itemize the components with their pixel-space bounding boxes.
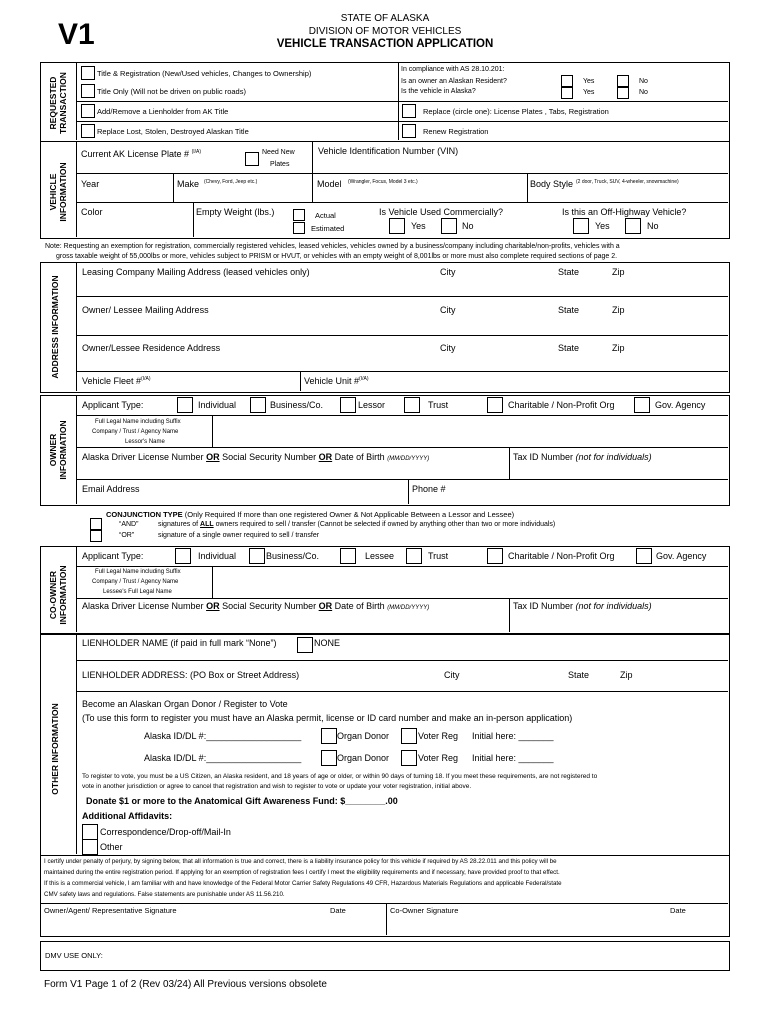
conjunction-or-text: signature of a single owner required to sell / transfer (158, 532, 320, 539)
commercial-yes-checkbox[interactable] (389, 218, 405, 234)
owner-information-section (40, 395, 730, 506)
owner-signature-field[interactable]: Owner/Agent/ Representative Signature (44, 906, 177, 915)
mailing-zip-label: Zip (612, 305, 625, 315)
lienholder-none-label: NONE (314, 638, 341, 648)
body-style-hint: (2 door, Truck, SUV, 4-wheeler, snowmachine) (576, 179, 679, 185)
in-alaska-no-checkbox[interactable] (617, 87, 629, 99)
initial-field-2[interactable]: Initial here: _______ (472, 753, 554, 763)
commercial-no-checkbox[interactable] (441, 218, 457, 234)
color-label: Color (81, 207, 103, 217)
model-hint: (Wrangler, Focus, Model 3 etc.) (348, 179, 418, 185)
conjunction-and-text: signatures of ALL owners required to sell / transfer (Cannot be selected if owned by anything other than two or more individuals) (158, 521, 556, 528)
mailing-city-label: City (440, 305, 456, 315)
owner-charitable-checkbox[interactable] (487, 397, 503, 413)
owner-phone-label: Phone # (412, 484, 446, 494)
coowner-business-checkbox[interactable] (249, 548, 265, 564)
resident-yes-label: Yes (583, 78, 595, 85)
coowner-trust-label: Trust (428, 551, 449, 561)
plate-label: Current AK License Plate # $^{(I/A)}$ (81, 149, 202, 159)
conjunction-and-checkbox[interactable] (90, 518, 102, 530)
owner-applicant-type-label: Applicant Type: (82, 400, 144, 410)
dmv-use-only-label: DMV USE ONLY: (45, 951, 103, 960)
certify-line2: maintained during the entire registration period. If applying for an exemption of registration fees I certify I meet the eligibility requirements and if necessary, have provided proof to that effect. (44, 869, 560, 876)
dmv-use-only-box (40, 941, 730, 971)
coowner-lessee-label: Lessee (365, 551, 395, 561)
page-title: VEHICLE TRANSACTION APPLICATION (276, 38, 494, 50)
organ-id-field-1[interactable]: Alaska ID/DL #:___________________ (144, 731, 302, 741)
certify-line3: If this is a commercial vehicle, I am familiar with and have knowledge of the Federal Motor Carrier Safety Regulations 49 CFR, Hazardous Materials Regulations and applicable Federal/state (44, 880, 562, 887)
lienholder-name-label: LIENHOLDER NAME (if paid in full mark “None”) (82, 638, 277, 648)
coowner-applicant-type-label: Applicant Type: (82, 551, 144, 561)
owner-id-label: Alaska Driver License Number OR Social Security Number OR Date of Birth (MM/DD/YYYY) (82, 452, 430, 462)
other-affidavit-checkbox[interactable] (82, 839, 98, 855)
need-new-plates-checkbox[interactable] (245, 152, 259, 166)
voter-reg-label-1: Voter Reg (418, 731, 459, 741)
renew-registration-label: Renew Registration (423, 127, 489, 136)
owner-mailing-label: Owner/ Lessee Mailing Address (82, 305, 209, 315)
residence-zip-label: Zip (612, 343, 625, 353)
header-division: DIVISION OF MOTOR VEHICLES (308, 26, 462, 37)
coowner-charitable-label: Charitable / Non-Profit Org (508, 551, 615, 561)
make-hint: (Chevy, Ford, Jeep etc.) (204, 179, 258, 185)
plates-label: Plates (270, 161, 290, 168)
coowner-gov-label: Gov. Agency (656, 551, 707, 561)
owner-trust-checkbox[interactable] (404, 397, 420, 413)
owner-residence-label: Owner/Lessee Residence Address (82, 343, 221, 353)
voter-reg-checkbox-2[interactable] (401, 750, 417, 766)
owner-tax-label: Tax ID Number (not for individuals) (513, 452, 652, 462)
residence-state-label: State (558, 343, 580, 353)
resident-no-checkbox[interactable] (617, 75, 629, 87)
owner-trust-label: Trust (428, 400, 449, 410)
title-registration-checkbox[interactable] (81, 66, 95, 80)
coowner-tax-label: Tax ID Number (not for individuals) (513, 601, 652, 611)
in-alaska-yes-checkbox[interactable] (561, 87, 573, 99)
initial-field-1[interactable]: Initial here: _______ (472, 731, 554, 741)
model-label: Model (317, 179, 342, 189)
address-side-label: ADDRESS INFORMATION (50, 275, 60, 379)
make-label: Make (177, 179, 200, 189)
in-alaska-no-label: No (639, 89, 648, 96)
coowner-lessee-checkbox[interactable] (340, 548, 356, 564)
commercial-question: Is Vehicle Used Commercially? (379, 207, 504, 217)
lienholder-state-label: State (568, 670, 590, 680)
lienholder-none-checkbox[interactable] (297, 637, 313, 653)
empty-weight-label: Empty Weight (lbs.) (196, 207, 275, 217)
resident-yes-checkbox[interactable] (561, 75, 573, 87)
owner-legal-name-hint-1: Full Legal Name including Suffix (95, 419, 181, 425)
coowner-trust-checkbox[interactable] (406, 548, 422, 564)
coowner-gov-checkbox[interactable] (636, 548, 652, 564)
correspondence-label: Correspondence/Drop-off/Mail-In (100, 827, 231, 837)
header-state: STATE OF ALASKA (340, 13, 430, 24)
requested-side-label: REQUESTED TRANSACTION (48, 72, 68, 134)
form-footer: Form V1 Page 1 of 2 (Rev 03/24) All Previous versions obsolete (44, 979, 327, 990)
coowner-business-label: Business/Co. (266, 551, 320, 561)
in-alaska-yes-label: Yes (583, 89, 595, 96)
lienholder-address-label: LIENHOLDER ADDRESS: (PO Box or Street Address) (82, 670, 300, 680)
vote-requirements-line1: To register to vote, you must be a US Citizen, an Alaska resident, and 18 years of age or older, or within 90 days of turning 18. If you meet these requirements, are not registered to (82, 773, 598, 780)
replace-title-label: Replace Lost, Stolen, Destroyed Alaskan Title (97, 127, 249, 136)
title-only-checkbox[interactable] (81, 84, 95, 98)
commercial-no-label: No (462, 221, 474, 231)
weight-actual-checkbox[interactable] (293, 209, 305, 221)
organ-id-field-2[interactable]: Alaska ID/DL #:___________________ (144, 753, 302, 763)
owner-gov-checkbox[interactable] (634, 397, 650, 413)
weight-estimated-label: Estimated (311, 224, 345, 233)
vehicle-side-label: VEHICLE INFORMATION (48, 162, 68, 222)
lienholder-checkbox[interactable] (81, 104, 95, 118)
compliance-label: In compliance with AS 28.10.201: (401, 66, 505, 73)
conjunction-title: CONJUNCTION TYPE (Only Required If more than one registered Owner & Not Applicable Between a Lessor and Lessee) (106, 510, 515, 519)
residence-city-label: City (440, 343, 456, 353)
organ-donor-checkbox-2[interactable] (321, 750, 337, 766)
replace-title-checkbox[interactable] (81, 124, 95, 138)
coowner-charitable-checkbox[interactable] (487, 548, 503, 564)
leasing-state-label: State (558, 267, 580, 277)
donate-fund-field[interactable]: Donate $1 or more to the Anatomical Gift Awareness Fund: $________.00 (86, 796, 398, 806)
replace-plates-label: Replace (circle one): License Plates , Tabs, Registration (423, 107, 609, 116)
coowner-individual-checkbox[interactable] (175, 548, 191, 564)
coowner-legal-name-hint-2: Company / Trust / Agency Name (92, 579, 179, 585)
conjunction-and-label: “AND” (119, 521, 139, 528)
exemption-note-line1: Note: Requesting an exemption for registration, commercially registered vehicles, leased vehicles, vehicles owned by a business/company including charitable/non-profits, vehicles with a (45, 243, 620, 250)
address-information-section (40, 262, 730, 393)
weight-actual-label: Actual (315, 211, 336, 220)
owner-lessor-checkbox[interactable] (340, 397, 356, 413)
coowner-date-field[interactable]: Date (670, 906, 686, 915)
fleet-label: Vehicle Fleet #$^{(I/A)}$ (82, 376, 151, 386)
owner-business-label: Business/Co. (270, 400, 324, 410)
title-only-label: Title Only (Will not be driven on public roads) (97, 87, 246, 96)
certify-line1: I certify under penalty of perjury, by signing below, that all information is true and correct, there is a liability insurance policy for this vehicle if required by AS 28.22.011 and this policy will be (44, 858, 557, 865)
coowner-legal-name-hint-1: Full Legal Name including Suffix (95, 569, 181, 575)
other-affidavit-label: Other (100, 842, 123, 852)
lienholder-zip-label: Zip (620, 670, 633, 680)
coowner-individual-label: Individual (198, 551, 237, 561)
coowner-legal-name-hint-3: Lessee's Full Legal Name (103, 589, 172, 595)
organ-donor-label-1: Organ Donor (337, 731, 390, 741)
unit-label: Vehicle Unit #$^{(I/A)}$ (304, 376, 369, 386)
organ-donor-label-2: Organ Donor (337, 753, 390, 763)
form-code: V1 (58, 18, 95, 51)
lienholder-city-label: City (444, 670, 460, 680)
certify-line4: CMV safety laws and regulations. False statements are punishable under AS 11.56.210. (44, 891, 285, 898)
commercial-yes-label: Yes (411, 221, 426, 231)
voter-reg-checkbox-1[interactable] (401, 728, 417, 744)
need-new-label: Need New (262, 149, 295, 156)
leasing-address-label: Leasing Company Mailing Address (leased vehicles only) (82, 267, 310, 277)
ohv-yes-label: Yes (595, 221, 610, 231)
coowner-id-label: Alaska Driver License Number OR Social Security Number OR Date of Birth (MM/DD/YYYY) (82, 601, 430, 611)
replace-plates-checkbox[interactable] (402, 104, 416, 118)
conjunction-or-checkbox[interactable] (90, 530, 102, 542)
ohv-no-checkbox[interactable] (625, 218, 641, 234)
owner-email-label: Email Address (82, 484, 140, 494)
coowner-signature-field[interactable]: Co-Owner Signature (390, 906, 459, 915)
weight-estimated-checkbox[interactable] (293, 222, 305, 234)
conjunction-or-label: “OR” (119, 532, 135, 539)
owner-individual-checkbox[interactable] (177, 397, 193, 413)
year-label: Year (81, 179, 100, 189)
voter-reg-label-2: Voter Reg (418, 753, 459, 763)
correspondence-checkbox[interactable] (82, 824, 98, 840)
ohv-no-label: No (647, 221, 659, 231)
ohv-yes-checkbox[interactable] (573, 218, 589, 234)
owner-date-field[interactable]: Date (330, 906, 346, 915)
other-information-section (40, 634, 730, 856)
organ-donor-checkbox-1[interactable] (321, 728, 337, 744)
ohv-question: Is this an Off-Highway Vehicle? (562, 207, 687, 217)
organ-donor-note: (To use this form to register you must have an Alaska permit, license or ID card number and make an in-person application) (82, 713, 573, 723)
exemption-note-line2: gross taxable weight of 55,000lbs or more, vehicles subject to PRISM or HVUT, or vehicles with an empty weight of 8,001lbs or more must also complete required sections of page 2. (56, 253, 618, 260)
resident-question: Is an owner an Alaskan Resident? (401, 78, 507, 85)
vote-requirements-line2: vote in another jurisdiction or agree to cancel that registration and wish to register to vote or update your voter registration, initial above. (82, 783, 472, 790)
owner-legal-name-hint-2: Company / Trust / Agency Name (92, 429, 179, 435)
mailing-state-label: State (558, 305, 580, 315)
resident-no-label: No (639, 78, 648, 85)
title-registration-label: Title & Registration (New/Used vehicles, Changes to Ownership) (97, 69, 312, 78)
affidavits-label: Additional Affidavits: (82, 811, 173, 821)
body-style-label: Body Style (530, 179, 574, 189)
vin-label: Vehicle Identification Number (VIN) (318, 146, 459, 156)
coowner-side-label: CO-OWNER INFORMATION (48, 565, 68, 625)
owner-individual-label: Individual (198, 400, 237, 410)
lienholder-label: Add/Remove a Lienholder from AK Title (97, 107, 229, 116)
owner-legal-name-hint-3: Lessor's Name (125, 439, 165, 445)
in-alaska-question: Is the vehicle in Alaska? (401, 88, 476, 95)
renew-registration-checkbox[interactable] (402, 124, 416, 138)
other-side-label: OTHER INFORMATION (50, 703, 60, 795)
owner-gov-label: Gov. Agency (655, 400, 706, 410)
owner-side-label: OWNER INFORMATION (48, 420, 68, 480)
owner-lessor-label: Lessor (358, 400, 386, 410)
leasing-zip-label: Zip (612, 267, 625, 277)
leasing-city-label: City (440, 267, 456, 277)
organ-donor-title: Become an Alaskan Organ Donor / Register to Vote (82, 699, 288, 709)
owner-business-checkbox[interactable] (250, 397, 266, 413)
owner-charitable-label: Charitable / Non-Profit Org (508, 400, 615, 410)
